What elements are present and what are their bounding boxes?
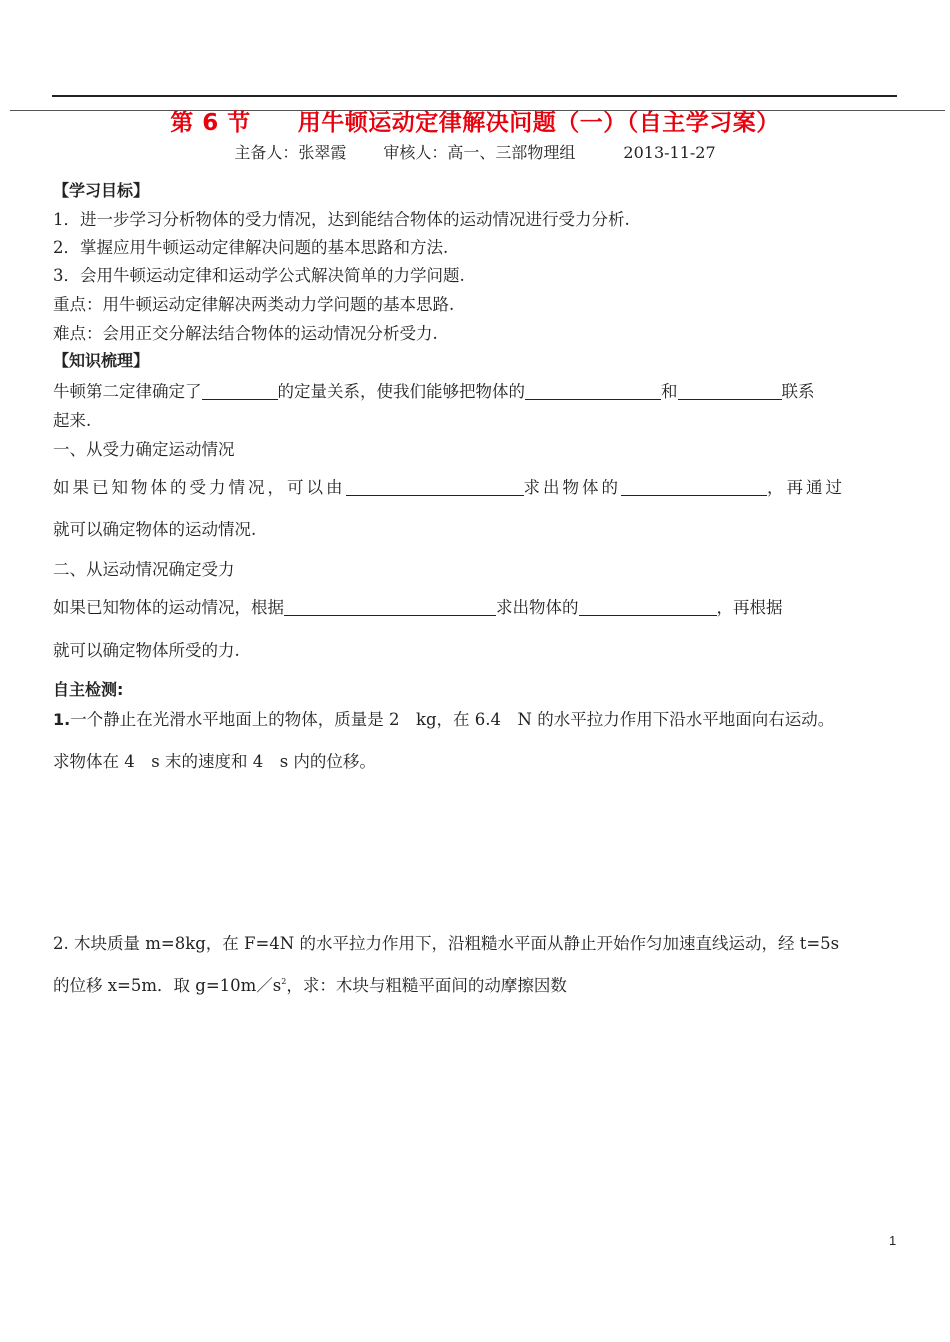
intro-text-a: 牛顿第二定律确定了 xyxy=(53,382,202,401)
key-point: 重点：用牛顿运动定律解决两类动力学问题的基本思路. xyxy=(53,295,455,314)
question-1-text: 一个静止在光滑水平地面上的物体，质量是 2 kg，在 6.4 N 的水平拉力作用下沿水平地面向右运动。 xyxy=(70,710,835,729)
knowledge-heading: 【知识梳理】 xyxy=(53,351,150,370)
intro-text-b: 的定量关系，使我们能够把物体的 xyxy=(277,382,525,401)
section1-end: 就可以确定物体的运动情况. xyxy=(53,520,257,539)
blank-7[interactable] xyxy=(579,599,717,616)
difficulty-point: 难点：会用正交分解法结合物体的运动情况分析受力. xyxy=(53,324,438,343)
objective-item-3: 3．会用牛顿运动定律和运动学公式解决简单的力学问题. xyxy=(53,266,465,285)
page-title: 第 6 节 用牛顿运动定律解决问题（一）（自主学习案） xyxy=(170,110,780,136)
section2-text-b: 求出物体的 xyxy=(496,598,579,617)
question-2-line-2 xyxy=(53,972,567,996)
blank-1[interactable] xyxy=(202,383,278,400)
knowledge-intro xyxy=(53,378,815,402)
blank-4[interactable] xyxy=(346,479,524,496)
intro-end: 起来. xyxy=(53,411,92,430)
section2-title: 二、从运动情况确定受力 xyxy=(53,560,235,579)
question-1-line-2: 求物体在 4 s 末的速度和 4 s 内的位移。 xyxy=(53,752,376,771)
section2-text-c: ，再根据 xyxy=(716,598,783,617)
header-rule xyxy=(52,95,897,97)
section2-text xyxy=(53,594,783,618)
blank-2[interactable] xyxy=(525,383,661,400)
section1-text xyxy=(53,474,845,498)
section2-text-a: 如果已知物体的运动情况，根据 xyxy=(53,598,284,617)
section1-text-a: 如果已知物体的受力情况，可以由 xyxy=(53,478,346,497)
question-2-line-1: 2. 木块质量 m=8kg，在 F=4N 的水平拉力作用下，沿粗糙水平面从静止开始作匀加速直线运动，经 t=5s xyxy=(53,934,840,953)
authors-line: 主备人：张翠霞 审核人：高一、三部物理组 2013-11-27 xyxy=(234,143,716,162)
question-2-text-a: 的位移 x=5m．取 g=10m／s xyxy=(53,976,282,995)
section1-title: 一、从受力确定运动情况 xyxy=(53,440,235,459)
section1-text-b: 求出物体的 xyxy=(523,478,621,497)
blank-6[interactable] xyxy=(284,599,496,616)
question-1-number: 1. xyxy=(53,710,71,729)
objectives-heading: 【学习目标】 xyxy=(53,181,150,200)
blank-3[interactable] xyxy=(678,383,782,400)
objective-item-2: 2．掌握应用牛顿运动定律解决问题的基本思路和方法. xyxy=(53,238,449,257)
question-2-text-b: ，求：木块与粗糙平面间的动摩擦因数 xyxy=(286,976,567,995)
self-check-heading: 自主检测: xyxy=(53,680,124,699)
intro-text-d: 联系 xyxy=(781,382,815,401)
question-2-exponent: 2 xyxy=(281,977,287,986)
question-1-line-1 xyxy=(53,706,834,730)
intro-text-c: 和 xyxy=(661,382,678,401)
page-number: 1 xyxy=(889,1233,897,1248)
objective-item-1: 1．进一步学习分析物体的受力情况，达到能结合物体的运动情况进行受力分析. xyxy=(53,210,630,229)
section2-end: 就可以确定物体所受的力. xyxy=(53,641,240,660)
blank-5[interactable] xyxy=(621,479,767,496)
section1-text-c: ，再通过 xyxy=(767,478,845,497)
